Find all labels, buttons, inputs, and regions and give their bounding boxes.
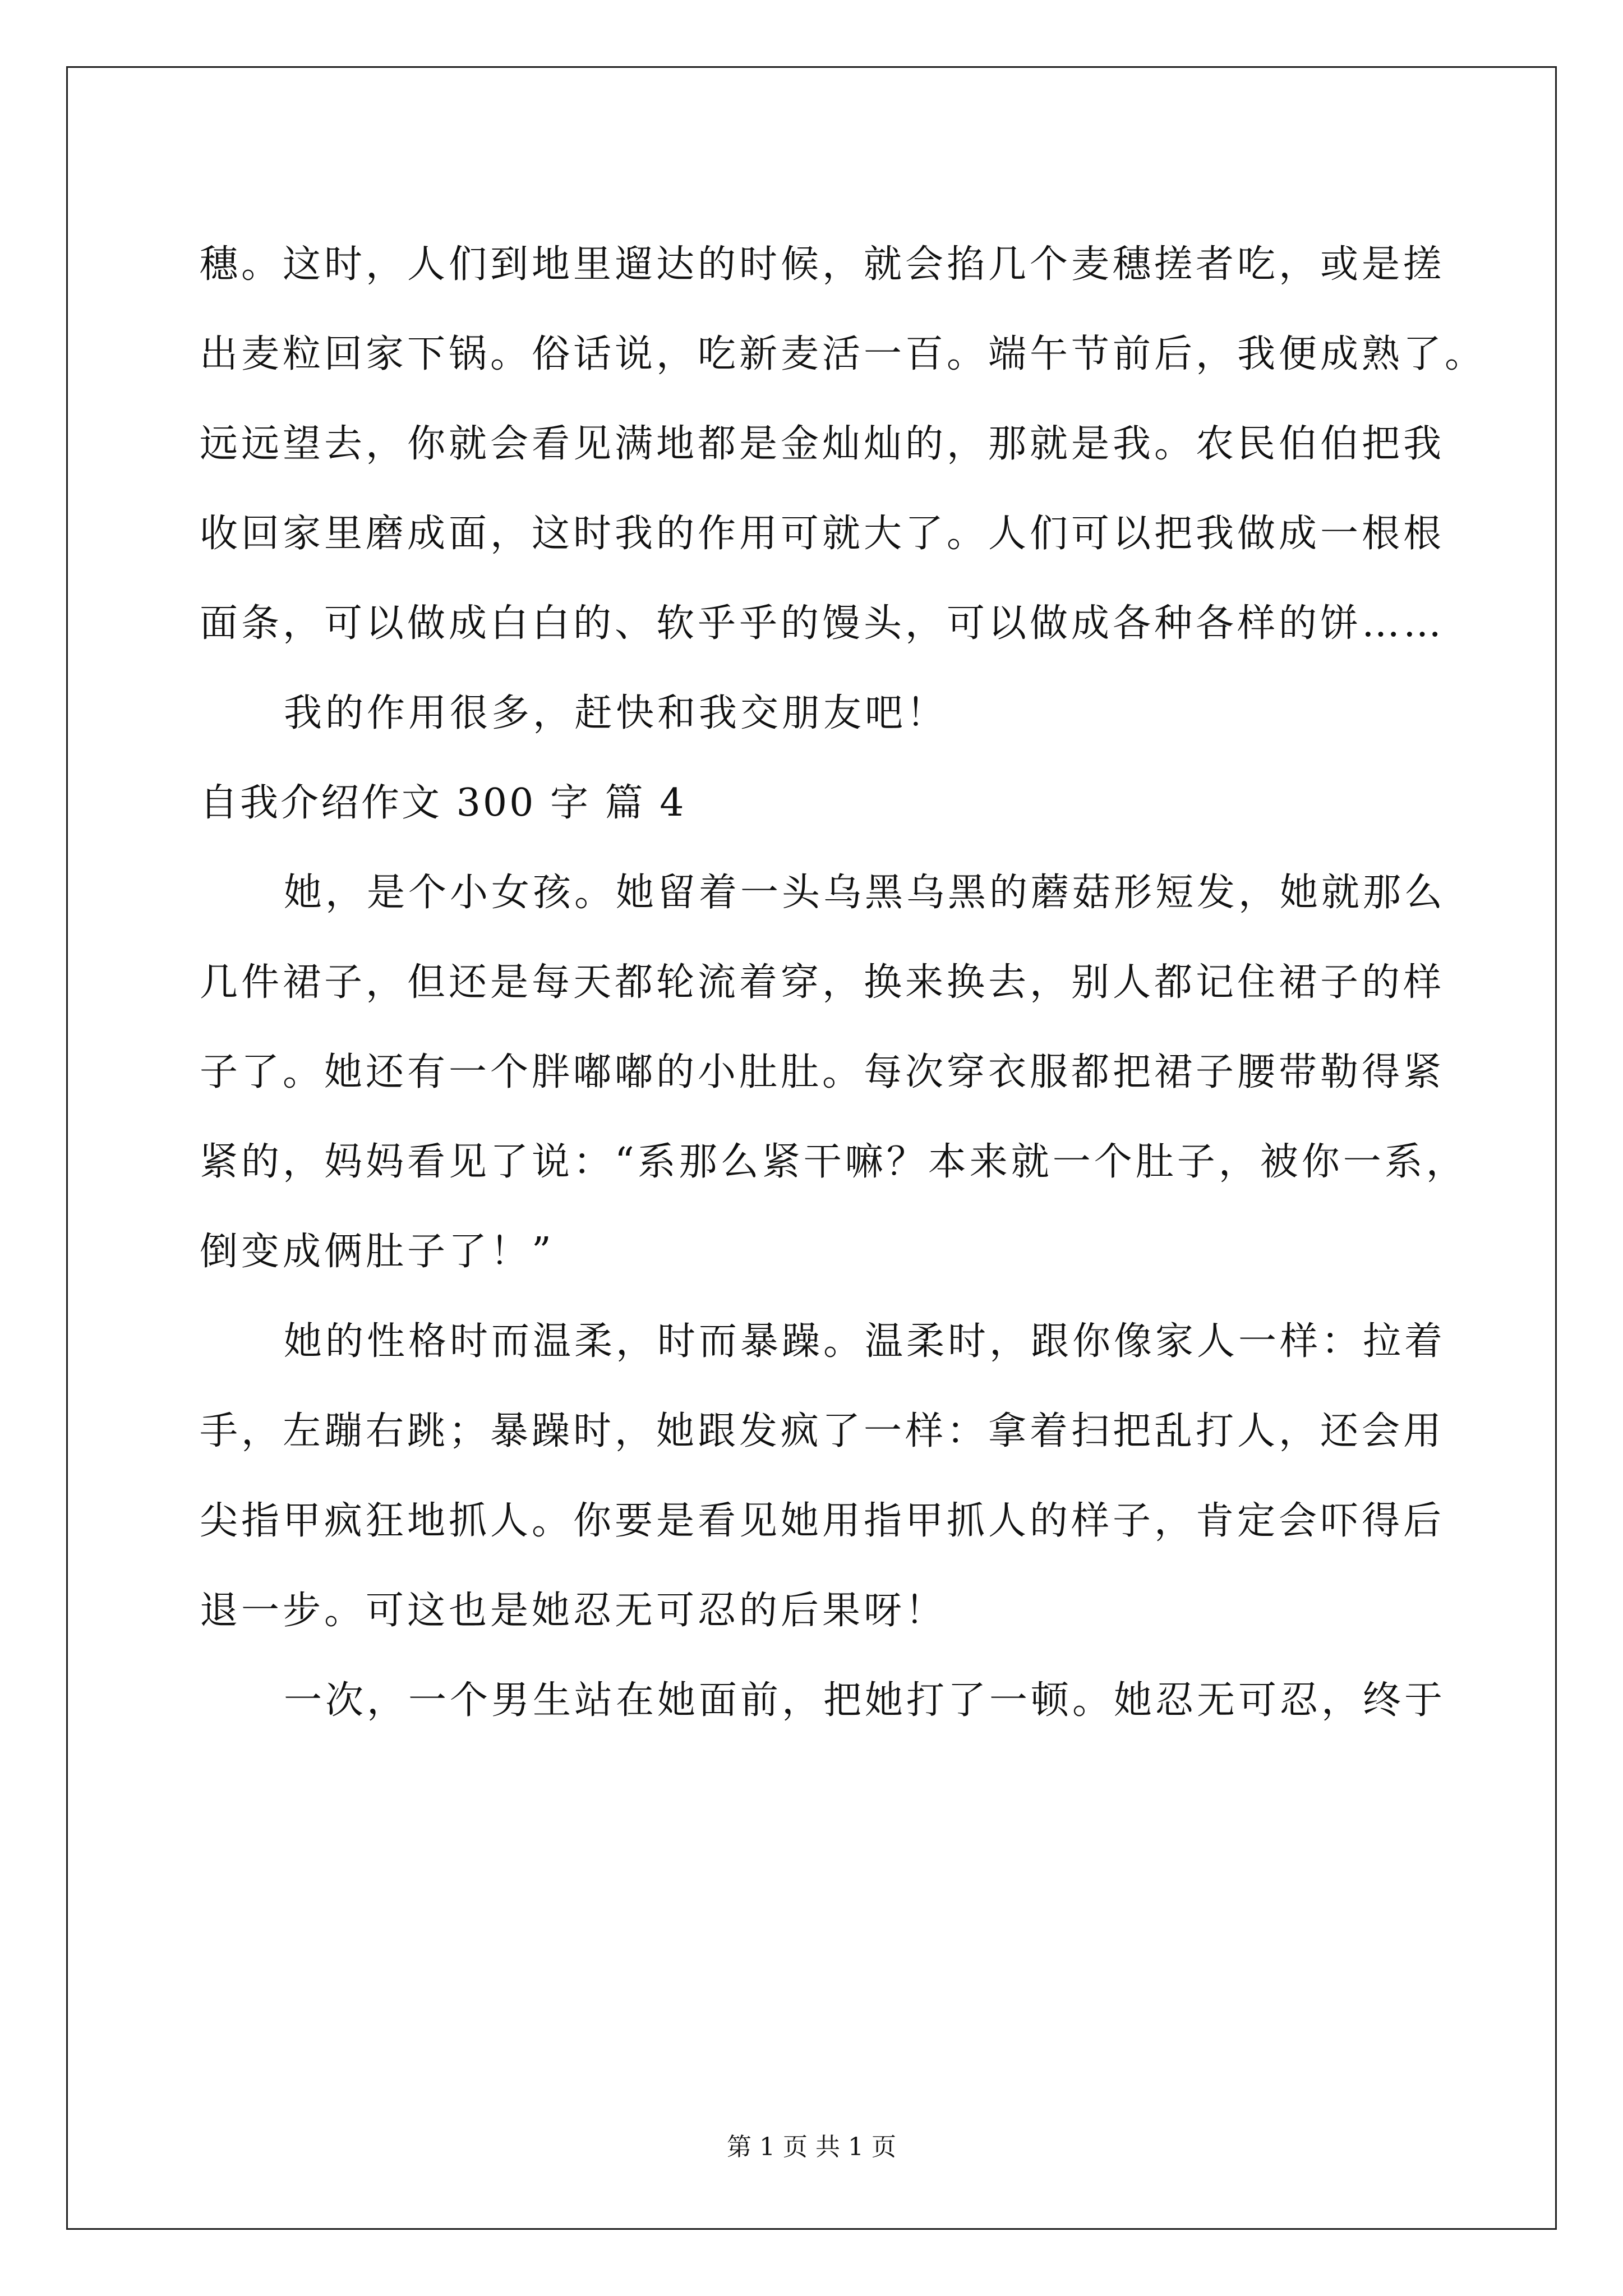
text-line: 几件裙子，但还是每天都轮流着穿，换来换去，别人都记住裙子的样 [200,960,1445,1005]
section-heading: 自我介绍作文 300 字 篇 4 [200,781,686,825]
text-line: 穗。这时，人们到地里遛达的时候，就会掐几个麦穗搓者吃，或是搓 [200,242,1445,287]
paragraph-first-line: 她，是个小女孩。她留着一头乌黑乌黑的蘑菇形短发，她就那么 [284,871,1446,915]
text-line: 紧的，妈妈看见了说：“系那么紧干嘛？本来就一个肚子，被你一系， [200,1140,1468,1184]
document-body [200,220,1487,1746]
text-line: 出麦粒回家下锅。俗话说，吃新麦活一百。端午节前后，我便成熟了。 [200,332,1487,376]
text-line: 面条，可以做成白白的、软乎乎的馒头，可以做成各种各样的饼…… [200,601,1445,646]
text-line: 手，左蹦右跳；暴躁时，她跟发疯了一样：拿着扫把乱打人，还会用 [200,1409,1445,1453]
text-line: 尖指甲疯狂地抓人。你要是看见她用指甲抓人的样子，肯定会吓得后 [200,1499,1445,1543]
text-line: 收回家里磨成面，这时我的作用可就大了。人们可以把我做成一根根 [200,512,1445,556]
page-footer: 第 1 页 共 1 页 [727,2133,896,2161]
paragraph-first-line: 我的作用很多，赶快和我交朋友吧！ [284,691,948,735]
text-line: 远远望去，你就会看见满地都是金灿灿的，那就是我。农民伯伯把我 [200,422,1445,466]
text-line: 退一步。可这也是她忍无可忍的后果呀！ [200,1589,947,1633]
text-line: 倒变成俩肚子了！” [200,1230,555,1274]
text-line: 子了。她还有一个胖嘟嘟的小肚肚。每次穿衣服都把裙子腰带勒得紧 [200,1050,1445,1094]
paragraph-first-line: 她的性格时而温柔，时而暴躁。温柔时，跟你像家人一样：拉着 [284,1319,1446,1364]
paragraph-first-line: 一次，一个男生站在她面前，把她打了一顿。她忍无可忍，终于 [284,1678,1446,1723]
